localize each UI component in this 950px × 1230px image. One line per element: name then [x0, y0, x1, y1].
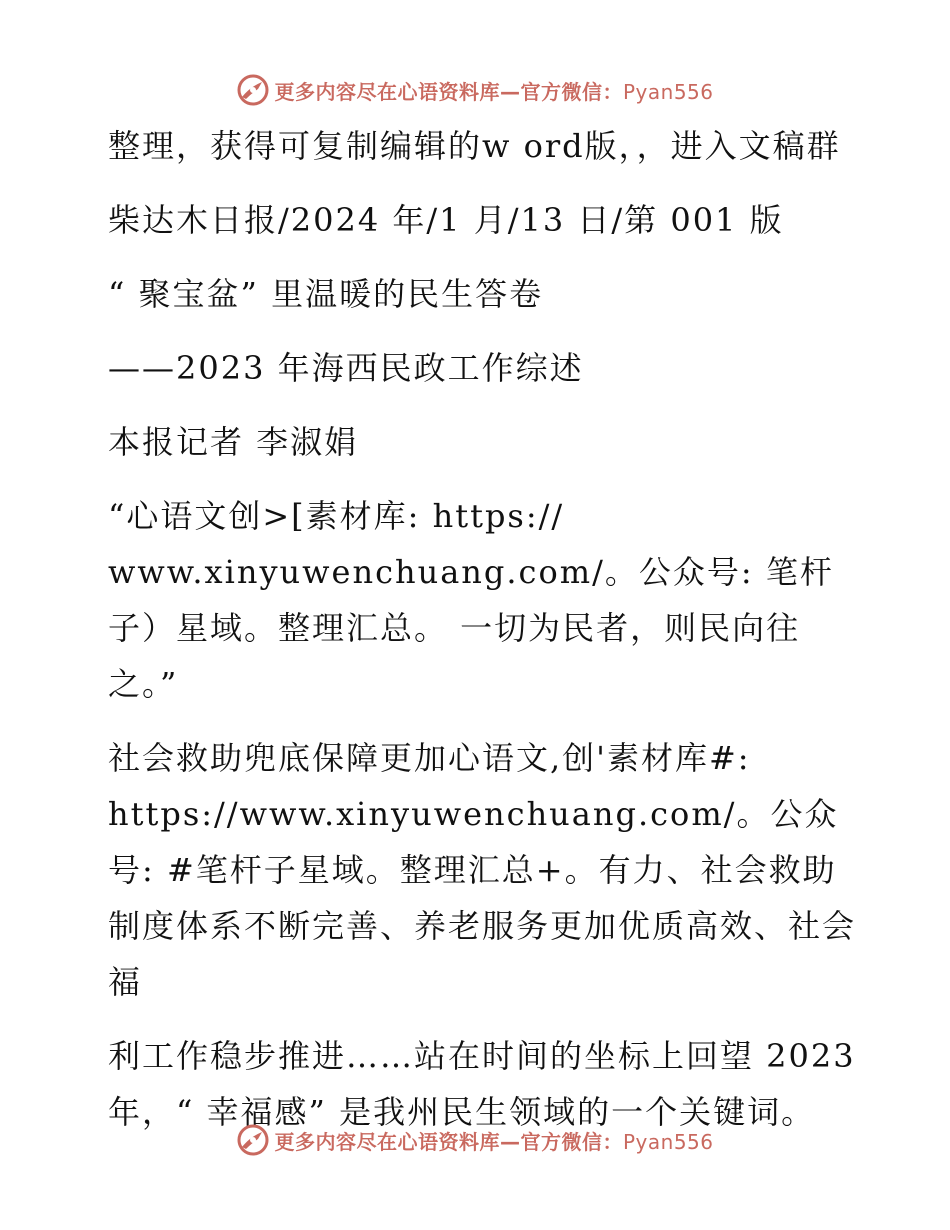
intro-line: 整理，获得可复制编辑的w ord版，，进入文稿群: [108, 127, 841, 165]
header-watermark-banner: [0, 70, 950, 110]
pen-logo-icon: [236, 1123, 270, 1157]
body-paragraph-continued: 利工作稳步推进……站在时间的坐标上回望 2023 年，“ 幸福感” 是我州民生领域的一个关键词。: [108, 1037, 856, 1131]
footer-watermark-banner: [0, 1120, 950, 1160]
article-subtitle: ——2023 年海西民政工作综述: [108, 349, 584, 387]
newspaper-source: 柴达木日报/2024 年/1 月/13 日/第 001 版: [108, 201, 784, 239]
pen-logo-icon: [236, 73, 270, 107]
quote-paragraph: “心语文创>[素材库: https:// www.xinyuwenchuang.com/。公众号: 笔杆子）星域。整理汇总。 一切为民者，则民向往之。”: [108, 497, 834, 703]
reporter-byline: 本报记者 李淑娟: [108, 423, 359, 461]
watermark-text: 更多内容尽在心语资料库—官方微信：Pyan556: [274, 1129, 714, 1154]
document-body: [97, 118, 867, 1140]
article-title: “ 聚宝盆” 里温暖的民生答卷: [108, 275, 544, 313]
watermark-text: 更多内容尽在心语资料库—官方微信：Pyan556: [274, 79, 714, 104]
body-paragraph: 社会救助兜底保障更加心语文,创'素材库#: https://www.xinyuwenchuang.com/。公众号: #笔杆子星域。整理汇总+。有力、社会救助制度体系不断完善、养老服务更加优质高效、社会福: [108, 739, 857, 1001]
